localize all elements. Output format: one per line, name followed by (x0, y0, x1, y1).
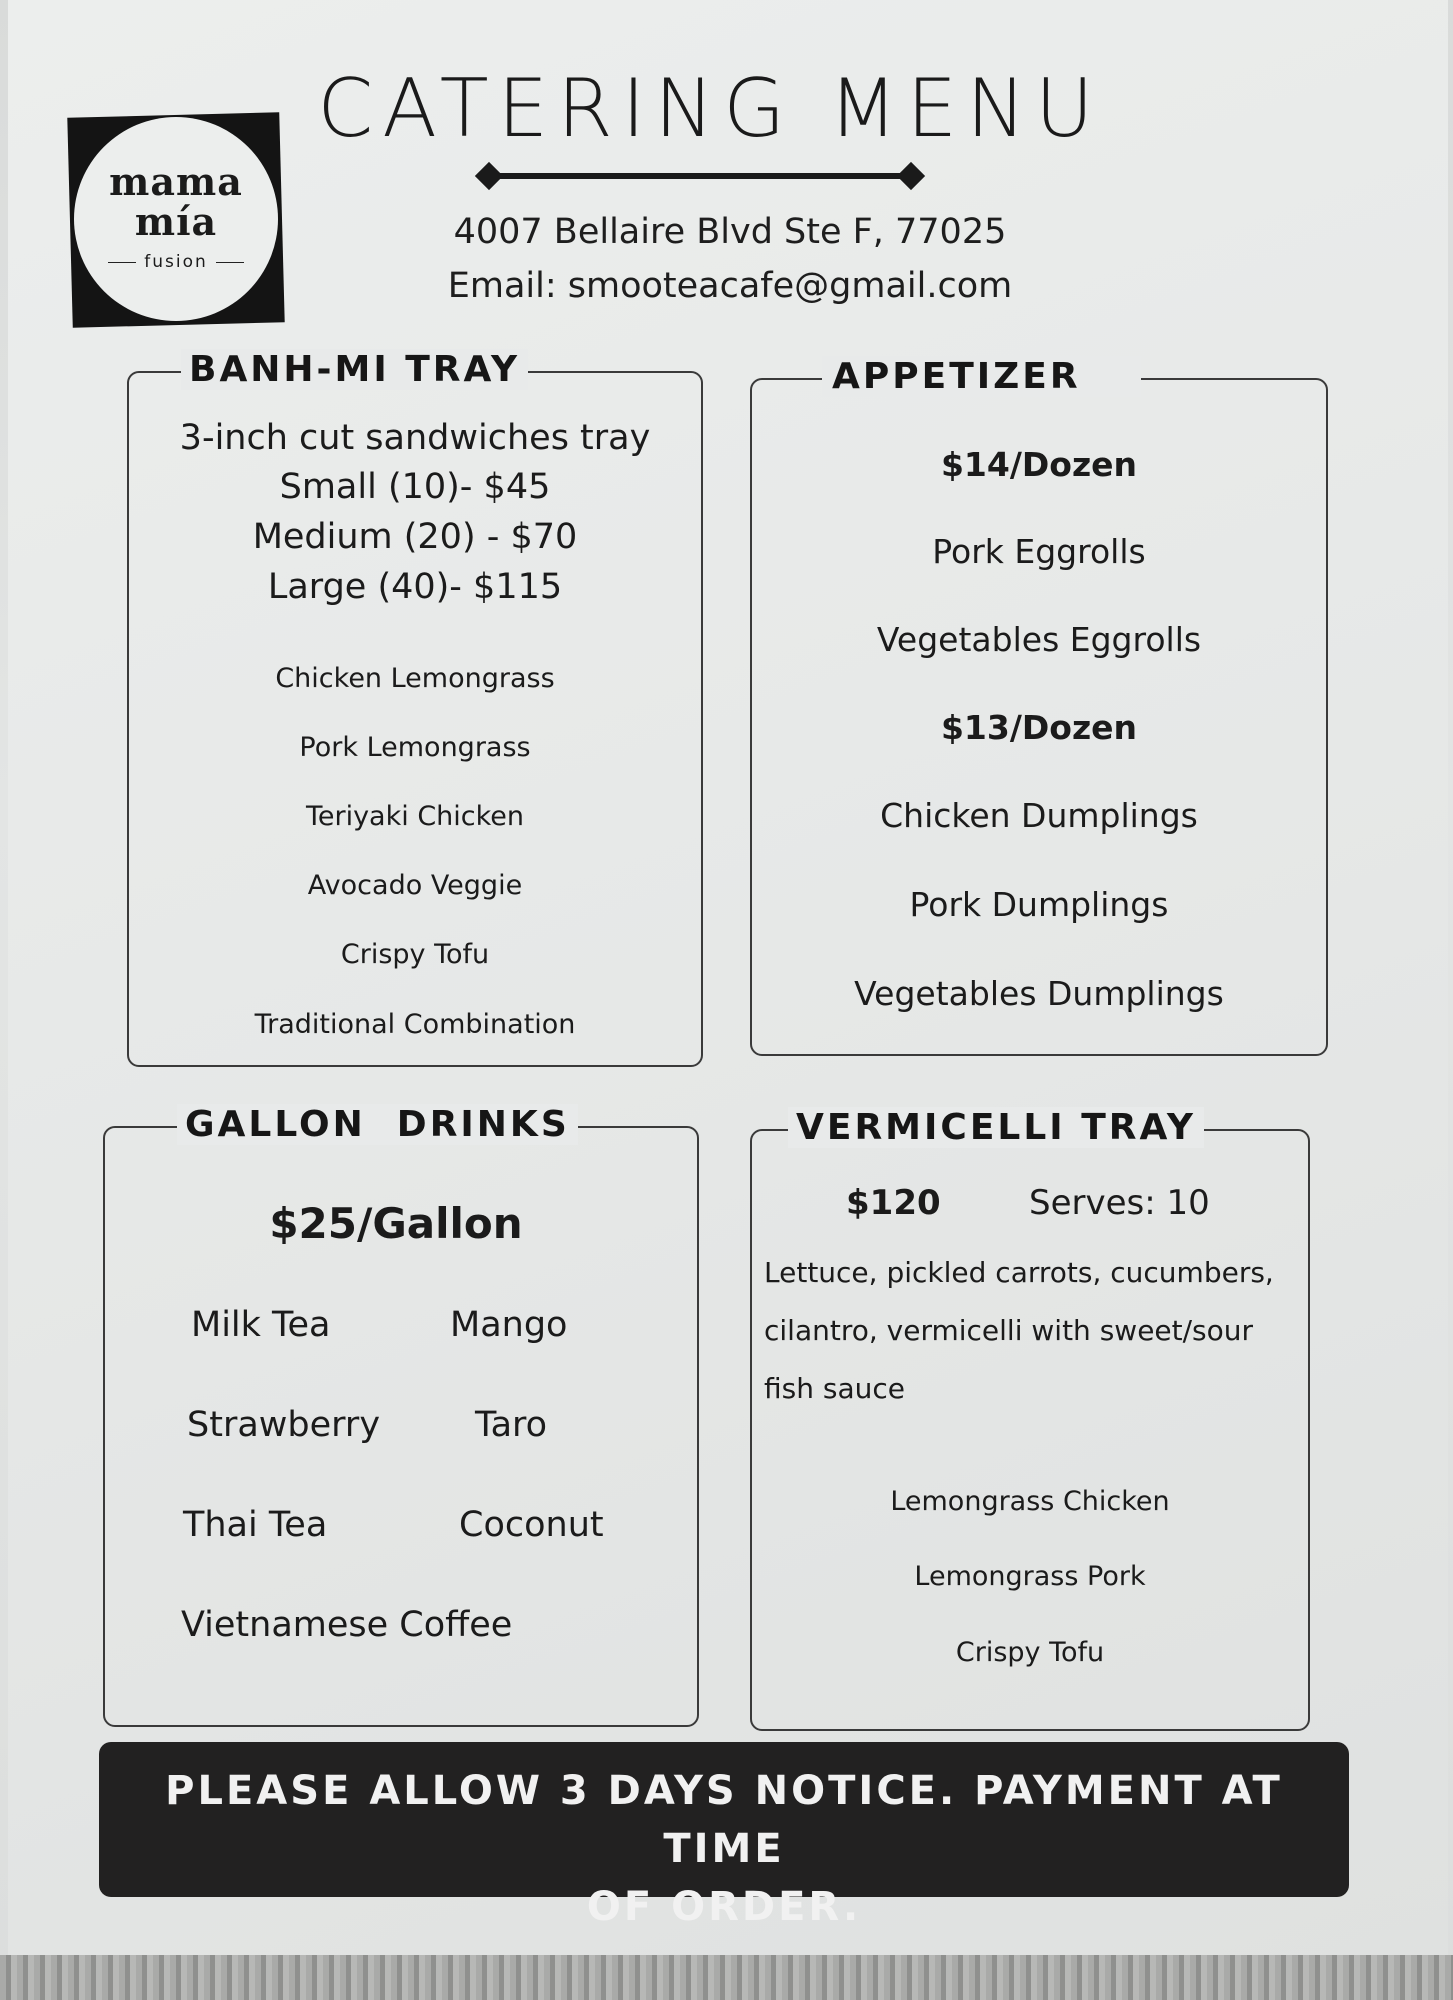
gallon-drinks-panel (103, 1104, 699, 1727)
notice-line: OF ORDER. (586, 1884, 862, 1930)
appetizer-item: Pork Eggrolls (932, 532, 1146, 571)
banh-mi-item: Pork Lemongrass (299, 732, 531, 763)
banh-mi-item: Teriyaki Chicken (305, 801, 525, 832)
banh-mi-size-medium: Medium (20) - $70 (252, 517, 578, 557)
banh-mi-size-large: Large (40)- $115 (267, 567, 563, 607)
appetizer-price-dozen-13: $13/Dozen (940, 708, 1138, 747)
address-text: 4007 Bellaire Blvd Ste F, 77025 (453, 212, 1007, 252)
drink-item: Thai Tea (183, 1505, 328, 1545)
vermicelli-description-line: Lettuce, pickled carrots, cucumbers, (764, 1256, 1274, 1289)
vermicelli-description-line: fish sauce (764, 1372, 905, 1405)
drink-item: Strawberry (187, 1405, 381, 1445)
drink-item: Milk Tea (191, 1305, 331, 1345)
drink-item: Coconut (459, 1505, 604, 1545)
appetizer-item: Vegetables Eggrolls (876, 620, 1202, 659)
vermicelli-item: Crispy Tofu (955, 1637, 1105, 1668)
notice-line: PLEASE ALLOW 3 DAYS NOTICE. PAYMENT AT TIME (165, 1768, 1283, 1872)
drink-item: Taro (475, 1405, 548, 1445)
banh-mi-size-small: Small (10)- $45 (279, 467, 551, 507)
banh-mi-title: BANH-MI TRAY (181, 349, 528, 390)
vermicelli-item: Lemongrass Chicken (890, 1486, 1170, 1517)
drink-item: Vietnamese Coffee (181, 1605, 513, 1645)
appetizer-item: Chicken Dumplings (880, 796, 1198, 835)
vermicelli-panel (750, 1107, 1310, 1731)
logo-word-mama: mama (109, 159, 243, 204)
banh-mi-item: Traditional Combination (254, 1009, 576, 1040)
banh-mi-item: Crispy Tofu (340, 939, 490, 970)
appetizer-item: Pork Dumplings (909, 885, 1169, 924)
notice-banner (99, 1742, 1349, 1930)
floor-background (0, 1955, 1453, 2000)
banh-mi-item: Avocado Veggie (307, 870, 523, 901)
drink-item: Mango (450, 1305, 568, 1345)
vermicelli-description-line: cilantro, vermicelli with sweet/sour (764, 1314, 1254, 1347)
logo-circle (74, 117, 278, 321)
banh-mi-description: 3-inch cut sandwiches tray (179, 418, 651, 458)
appetizer-panel (750, 356, 1328, 1056)
mama-mia-logo (70, 115, 282, 325)
email-text: Email: smooteacafe@gmail.com (447, 266, 1013, 306)
vermicelli-price: $120 (846, 1183, 941, 1223)
banh-mi-item: Chicken Lemongrass (275, 663, 555, 694)
vermicelli-item: Lemongrass Pork (914, 1561, 1146, 1592)
appetizer-price-dozen-14: $14/Dozen (940, 445, 1138, 484)
vermicelli-serves: Serves: 10 (1029, 1183, 1210, 1223)
vermicelli-title: VERMICELLI TRAY (788, 1107, 1204, 1148)
appetizer-title: APPETIZER (822, 356, 1141, 397)
gallon-drinks-title: GALLON DRINKS (177, 1104, 578, 1145)
title-divider (490, 173, 910, 179)
logo-word-fusion: fusion (74, 252, 278, 272)
appetizer-item: Vegetables Dumplings (854, 974, 1224, 1013)
drinks-price: $25/Gallon (269, 1199, 523, 1248)
logo-word-mia: mía (134, 199, 218, 244)
page-title: CATERING MENU (317, 62, 1103, 155)
banh-mi-panel (127, 349, 703, 1067)
